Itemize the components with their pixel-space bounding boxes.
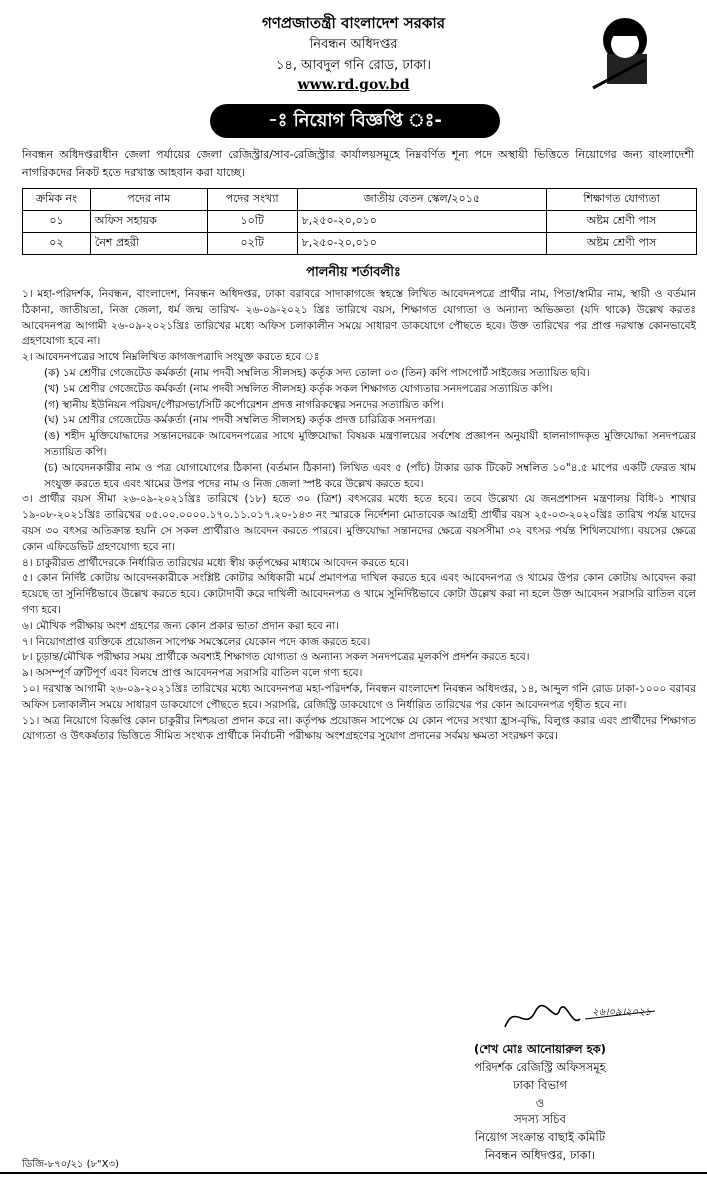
memo-number: ডিজি-৮৭০/২১ (৮"X৩)	[22, 1159, 119, 1170]
attachment-item: (গ) স্থানীয় ইউনিয়ন পরিষদ/পৌরসভা/সিটি কর্পোরেশন প্রদত্ত নাগরিকত্বের সনদের সত্যায়িত কপি।	[44, 398, 444, 411]
pay-scale-cell: ৮,২৫০-২০,০১০	[297, 211, 547, 233]
department-address: ১৪, আবদুল গনি রোড, ঢাকা।	[276, 58, 431, 73]
attachment-item: (ঙ) শহীদ মুক্তিযোদ্ধাদের সন্তানদেরকে আবেদনপত্রের সাথে মুক্তিযোদ্ধা বিষয়ক মন্ত্রণালয়ের সর্বশেষ প্রজ্ঞাপন অনুযায়ী হালনাগাদকৃত মুক্তিযোদ্ধা সনদপত্রের সত্যায়িত কপি।	[44, 430, 696, 458]
attachment-item: (খ) ১ম শ্রেণীর গেজেটেড কর্মকর্তা (নাম পদবী সম্বলিত সীলসহ) কর্তৃক সকল শিক্ষাগত যোগ্যতার সনদপত্রের সত্যায়িত কপি।	[44, 382, 553, 395]
post-name-cell: অফিস সহায়ক	[90, 211, 207, 233]
condition-item: ১০। দরখাস্ত আগামী ২৬-০৯-২০২১খ্রিঃ তারিখের মধ্যে আবেদনপত্র মহা-পরিদর্শক, নিবন্ধন বাংলাদেশ নিবন্ধন অধিদপ্তর, ১৪, আব্দুল গনি রোড ঢাকা-১০০০ বরাবর অফিস চলাকালীন সময়ে সাধারণ ডাকযোগে পৌছতে হবে। সরাসরি, রেজিস্ট্রি ডাকযোগে ও নির্ধারিত তারিখের পর কোন আবেদনপত্র গৃহীত হবে না।	[22, 682, 696, 711]
posts-table	[22, 188, 697, 255]
post-count-cell: ১০টি	[207, 211, 297, 233]
table-row	[23, 211, 697, 233]
mujib-borsho-logo	[585, 10, 695, 90]
qualification-cell: অষ্টম শ্রেণী পাস	[547, 211, 697, 233]
condition-item: ৭। নিয়োগপ্রাপ্ত ব্যক্তিকে প্রয়োজন সাপেক্ষ সমস্কেলের যেকোন পদে কাজ করতে হবে।	[22, 635, 371, 648]
intro-paragraph: নিবন্ধন অধিদপ্তরাধীন জেলা পর্যায়ের জেলা রেজিস্ট্রার/সাব-রেজিস্ট্রার কার্যালয়সমূহে নিম্নবর্ণিত শূন্য পদে অস্থায়ী ভিত্তিতে নিয়োগের জন্য বাংলাদেশী নাগরিকদের নিকট হতে দরখাস্ত আহবান করা যাচ্ছে।	[22, 148, 694, 179]
signatory-role: সদস্য সচিব	[514, 1112, 566, 1126]
bottom-rule	[0, 1172, 707, 1174]
qualification-cell: অষ্টম শ্রেণী পাস	[547, 233, 697, 255]
conditions-title: পালনীয় শর্তাবলীঃ	[306, 265, 401, 280]
government-title: গণপ্রজাতন্ত্রী বাংলাদেশ সরকার	[262, 14, 445, 32]
condition-item: ১। মহা-পরিদর্শক, নিবন্ধন, বাংলাদেশ, নিবন্ধন অধিদপ্তর, ঢাকা বরাবরে সাদাকাগজে স্বহস্তে লিখিত আবেদনপত্রে প্রার্থীর নাম, পিতা/স্বামীর নাম, স্থায়ী ও বর্তমান ঠিকানা, জাতীয়তা, নিজ জেলা, ধর্ম জন্ম তারিখ- ২৬-০৯-২০২১ খ্রিঃ তারিখে বয়স, শিক্ষাগত যোগ্যতা ও অন্যান্য অভিজ্ঞতা (যদি থাকে) উল্লেখ করতঃ আবেদনপত্র আগামী ২৬-০৯-২০২১খ্রিঃ তারিখের মধ্যে অফিস চলাকালীন সময়ে সাধারণ ডাকযোগে পৌছতে হবে। উক্ত তারিখের পর প্রাপ্ত দরখাস্ত কোনভাবেই গ্রহণযোগ্য হবে না।	[22, 288, 696, 348]
condition-item: ১১। অত্র নিয়োগে বিজ্ঞপ্তি কোন চাকুরীর নিশ্চয়তা প্রদান করে না। কর্তৃপক্ষ প্রয়োজন সাপেক্ষে যে কোন পদের সংখ্যা হ্রাস-বৃদ্ধি, বিলুপ্ত করার এবং প্রার্থীদের শিক্ষাগত যোগ্যতা ও উৎকর্ষতার ভিত্তিতে সীমিত সংখ্যক প্রার্থীকে নির্বাচনী পরীক্ষায় অংশগ্রহণের সুযোগ প্রদানের সর্বময় ক্ষমতা সংরক্ষণ করে।	[22, 714, 696, 743]
column-header: পদের সংখ্যা	[207, 189, 297, 211]
condition-item: ৩। প্রার্থীর বয়স সীমা ২৬-০৯-২০২১খ্রিঃ তারিখে (১৮) হতে ৩০ (ত্রিশ) বৎসরের মধ্যে হতে হবে। তবে উল্লেখ্য যে জনপ্রশাসন মন্ত্রণালয় বিধি-১ শাখার ১৯-০৮-২০২১খ্রিঃ তারিখের ০৫.০০.০০০০.১৭০.১১.০১৭.২০-১৪৩ নং স্মারকে নির্দেশনা মোতাবেক আগ্রহী প্রার্থীর বয়স ২৫-০৩-২০২০খ্রিঃ তারিখ পর্যন্ত যাদের বয়স ৩০ বৎসর অতিক্রান্ত হয়নি সে সকল প্রার্থীরাও আবেদন করতে পারবে। মুক্তিযোদ্ধা সন্তানদের ক্ষেত্রে বয়সসীমা ৩২ বৎসর পর্যন্ত শিথিলযোগ্য। বয়সের ক্ষেত্রে কোন এফিডেভিট গ্রহণযোগ্য হবে না।	[22, 493, 696, 553]
condition-item: ৫। কোন নির্দিষ্ট কোটায় আবেদনকারীকে সংশ্লিষ্ট কোটার অধিকারী মর্মে প্রমাণপত্র দাখিল করতে হবে এবং আবেদনপত্র ও খামের উপর কোন কোটায় আবেদন করা হয়েছে তা সুনির্দিষ্টভাবে উল্লেখ করতে হবে। কোটাদাবী করে দাখিলী আবেদনপত্র ও খামে সুনির্দিষ্টভাবে কোটা উল্লেখ করা না হলে উক্ত আবেদন সরাসরি বাতিল বলে গণ্য হবে।	[22, 572, 696, 616]
attachment-item: (ক) ১ম শ্রেণীর গেজেটেড কর্মকর্তা (নাম পদবী সম্বলিত সীলসহ) কর্তৃক সদ্য তোলা ০৩ (তিন) কপি পাসপোর্ট সাইজের সত্যায়িত ছবি।	[44, 366, 590, 379]
conditions-list	[22, 287, 696, 745]
signatory-name: (শেখ মোঃ আনোয়ারুল হক)	[474, 1042, 606, 1056]
signatory-and: ও	[535, 1096, 545, 1110]
table-header-row	[23, 189, 697, 211]
signatory-designation: পরিদর্শক রেজিস্ট্রি অফিসসমূহ	[474, 1060, 606, 1074]
attachment-item: (চ) আবেদনকারীর নাম ও পত্র যোগাযোগের ঠিকানা (বর্তমান ঠিকানা) লিখিত এবং ৫ (পাঁচ) টাকার ডাক টিকেট সম্বলিত ১০"৪.৫ মাপের একটি ফেরত খাম সংযুক্ত করতে হবে এবং খামের উপর পদের নাম ও নিজ জেলা স্পষ্ট করে উল্লেখ করতে হবে।	[44, 461, 696, 490]
recruitment-banner: -ঃ নিয়োগ বিজ্ঞপ্তি ঃ-	[210, 104, 500, 138]
attachment-item: (ঘ) ১ম শ্রেণীর গেজেটেড কর্মকর্তা (নাম পদবী সম্বলিত সীলসহ) কর্তৃক প্রদত্ত চারিত্রিক সনদপত্র।	[44, 414, 436, 427]
condition-item: ৪। চাকুরীরত প্রার্থীদেরকে নির্ধারিত তারিখের মধ্যে স্বীয় কর্তৃপক্ষের মাধ্যমে আবেদন করতে হবে।	[22, 556, 409, 569]
column-header: জাতীয় বেতন স্কেল/২০১৫	[297, 189, 547, 211]
condition-item: ৮। চূড়ান্ত/মৌখিক পরীক্ষার সময় প্রার্থীকে অবশ্যই শিক্ষাগত যোগ্যতা ও অন্যান্য সকল সনদপত্রের মূলকপি প্রদর্শন করতে হবে।	[22, 651, 530, 664]
pay-scale-cell: ৮,২৫০-২০,০১০	[297, 233, 547, 255]
serial-cell: ০২	[23, 233, 91, 255]
condition-item: ২। আবেদনপত্রের সাথে নিম্নলিখিত কাগজপত্রাদি সংযুক্ত করতে হবে ঃ	[22, 351, 320, 364]
handwritten-signature	[500, 997, 660, 1037]
column-header: শিক্ষাগত যোগ্যতা	[547, 189, 697, 211]
signatory-office: নিবন্ধন অধিদপ্তর, ঢাকা।	[484, 1148, 596, 1162]
condition-item: ৬। মৌখিক পরীক্ষায় অংশ গ্রহণের জন্য কোন প্রকার ভাতা প্রদান করা হবে না।	[22, 619, 340, 632]
post-count-cell: ০২টি	[207, 233, 297, 255]
post-name-cell: নৈশ প্রহরী	[90, 233, 207, 255]
table-row	[23, 233, 697, 255]
signature-date: ২৬।০৯।২০২১	[592, 1007, 652, 1018]
column-header: পদের নাম	[90, 189, 207, 211]
department-name: নিবন্ধন অধিদপ্তর	[309, 37, 398, 52]
signatory-division: ঢাকা বিভাগ	[512, 1078, 567, 1092]
serial-cell: ০১	[23, 211, 91, 233]
website-link[interactable]: www.rd.gov.bd	[297, 77, 410, 93]
condition-item: ৯। অসম্পূর্ণ ত্রুটিপূর্ণ এবং বিলম্বে প্রাপ্ত আবেদনপত্র সরাসরি বাতিল বলে গণ্য হবে।	[22, 667, 363, 680]
column-header: ক্রমিক নং	[23, 189, 91, 211]
signatory-committee: নিয়োগ সংক্রান্ত বাছাই কমিটি	[474, 1130, 606, 1144]
